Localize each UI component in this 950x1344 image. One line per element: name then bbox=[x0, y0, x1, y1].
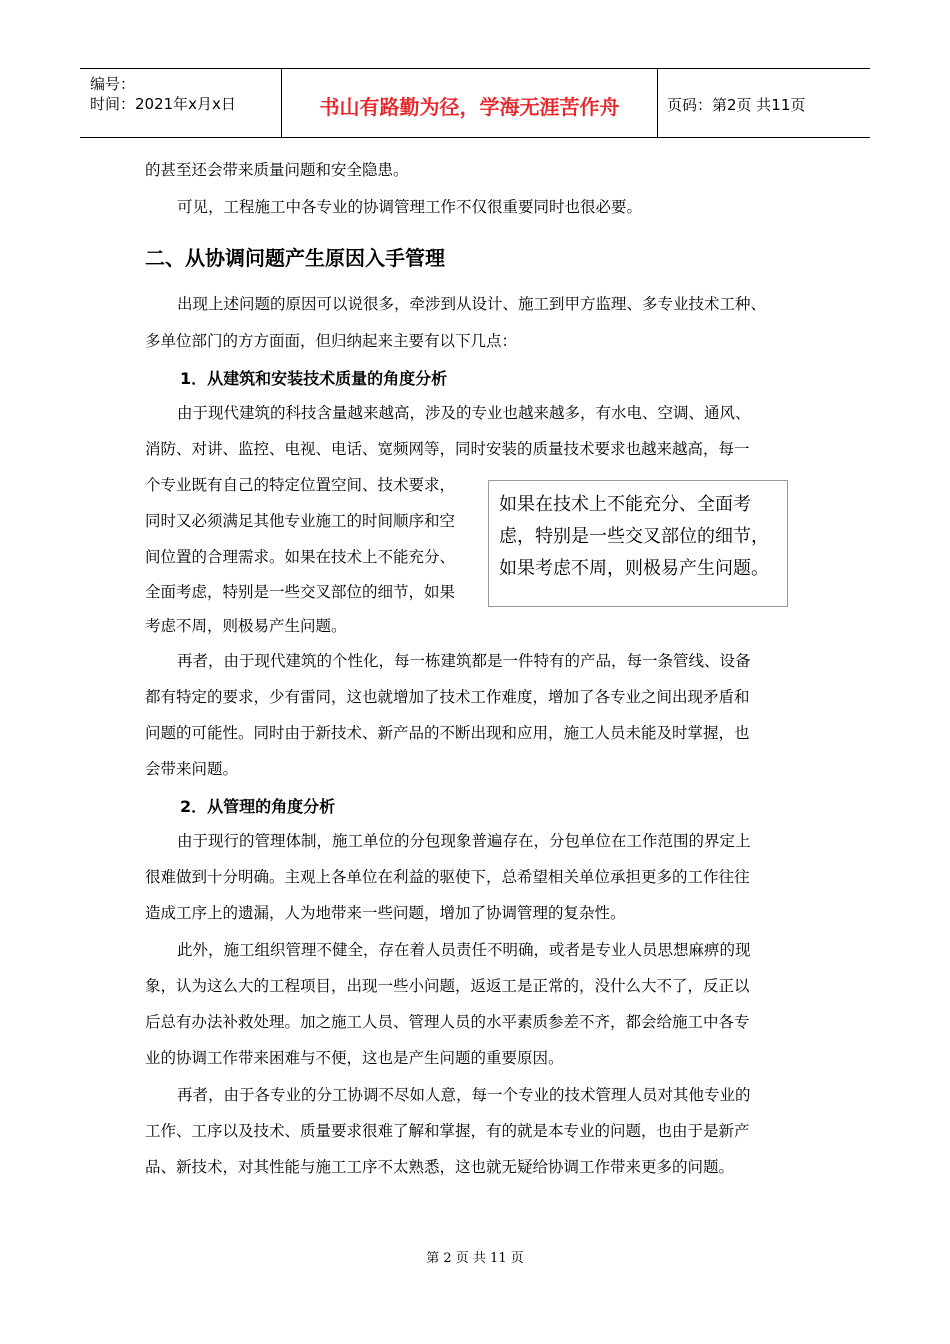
paragraph-line: 很难做到十分明确。主观上各单位在利益的驱使下，总希望相关单位承担更多的工作往往 bbox=[145, 868, 750, 886]
paragraph-line: 多单位部门的方方面面，但归纳起来主要有以下几点： bbox=[145, 332, 518, 350]
paragraph-line: 问题的可能性。同时由于新技术、新产品的不断出现和应用，施工人员未能及时掌握，也 bbox=[145, 724, 750, 742]
section-heading: 二、从协调问题产生原因入手管理 bbox=[145, 246, 445, 270]
paragraph-line: 再者，由于各专业的分工协调不尽如人意，每一个专业的技术管理人员对其他专业的 bbox=[177, 1086, 751, 1104]
paragraph-line: 出现上述问题的原因可以说很多，牵涉到从设计、施工到甲方监理、多专业技术工种、 bbox=[177, 295, 767, 313]
header-page-cell bbox=[657, 69, 870, 137]
paragraph-line: 同时又必须满足其他专业施工的时间顺序和空 bbox=[145, 512, 456, 530]
paragraph-line: 间位置的合理需求。如果在技术上不能充分、 bbox=[145, 548, 456, 566]
subsection-heading: 2．从管理的角度分析 bbox=[180, 797, 336, 816]
callout-line: 如果在技术上不能充分、全面考 bbox=[499, 494, 751, 515]
document-time-label: 时间：2021年x月x日 bbox=[90, 95, 236, 113]
paragraph-line: 全面考虑，特别是一些交叉部位的细节，如果 bbox=[145, 583, 456, 601]
header-page-number: 页码：第2页 共11页 bbox=[667, 96, 806, 114]
paragraph-line: 造成工序上的遗漏，人为地带来一些问题，增加了协调管理的复杂性。 bbox=[145, 904, 626, 922]
callout-box bbox=[488, 480, 788, 607]
page-footer: 第 2 页 共 11 页 bbox=[426, 1251, 524, 1266]
paragraph-line: 工作、工序以及技术、质量要求很难了解和掌握，有的就是本专业的问题，也由于是新产 bbox=[145, 1122, 750, 1140]
paragraph-line: 由于现行的管理体制，施工单位的分包现象普遍存在，分包单位在工作范围的界定上 bbox=[177, 832, 751, 850]
paragraph-line: 的甚至还会带来质量问题和安全隐患。 bbox=[145, 161, 409, 179]
callout-line: 虑，特别是一些交叉部位的细节， bbox=[499, 526, 769, 547]
callout-line: 如果考虑不周，则极易产生问题。 bbox=[499, 558, 769, 579]
paragraph-line: 会带来问题。 bbox=[145, 760, 239, 778]
document-number-label: 编号： bbox=[90, 75, 136, 93]
paragraph-line: 可见，工程施工中各专业的协调管理工作不仅很重要同时也很必要。 bbox=[177, 198, 643, 216]
subsection-heading: 1．从建筑和安装技术质量的角度分析 bbox=[180, 369, 448, 388]
header-motto: 书山有路勤为径，学海无涯苦作舟 bbox=[319, 95, 620, 119]
paragraph-line: 个专业既有自己的特定位置空间、技术要求， bbox=[145, 476, 456, 494]
paragraph-line: 象，认为这么大的工程项目，出现一些小问题，返返工是正常的，没什么大不了，反正以 bbox=[145, 977, 750, 995]
header-motto-cell bbox=[281, 69, 658, 137]
paragraph-line: 消防、对讲、监控、电视、电话、宽频网等，同时安装的质量技术要求也越来越高，每一 bbox=[145, 440, 750, 458]
paragraph-line: 品、新技术，对其性能与施工工序不太熟悉，这也就无疑给协调工作带来更多的问题。 bbox=[145, 1158, 735, 1176]
paragraph-line: 都有特定的要求，少有雷同，这也就增加了技术工作难度，增加了各专业之间出现矛盾和 bbox=[145, 688, 750, 706]
paragraph-line: 考虑不周，则极易产生问题。 bbox=[145, 617, 347, 635]
paragraph-line: 业的协调工作带来困难与不便，这也是产生问题的重要原因。 bbox=[145, 1049, 564, 1067]
paragraph-line: 由于现代建筑的科技含量越来越高，涉及的专业也越来越多，有水电、空调、通风、 bbox=[177, 404, 751, 422]
paragraph-line: 此外，施工组织管理不健全，存在着人员责任不明确，或者是专业人员思想麻痹的现 bbox=[177, 941, 751, 959]
header-meta-cell bbox=[80, 69, 280, 137]
paragraph-line: 后总有办法补救处理。加之施工人员、管理人员的水平素质参差不齐，都会给施工中各专 bbox=[145, 1013, 750, 1031]
document-header bbox=[80, 68, 870, 138]
paragraph-line: 再者，由于现代建筑的个性化，每一栋建筑都是一件特有的产品，每一条管线、设备 bbox=[177, 652, 751, 670]
